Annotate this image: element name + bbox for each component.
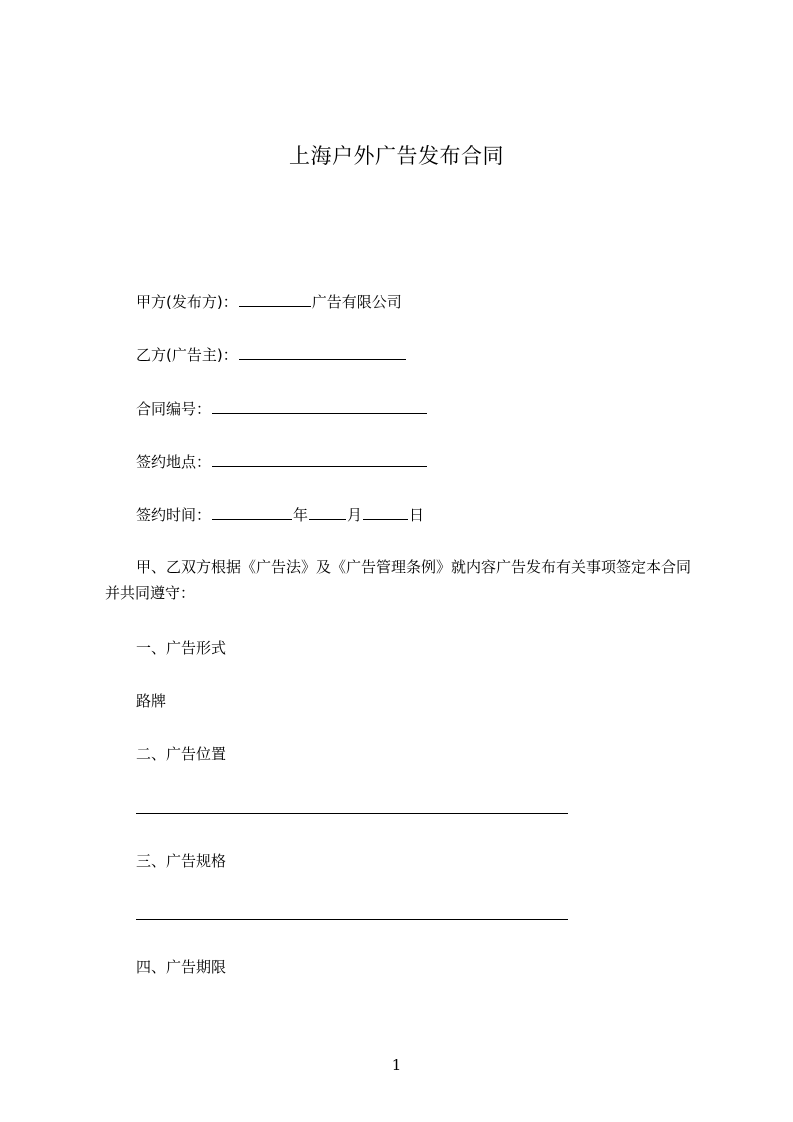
section-heading: 四、广告期限 <box>136 958 227 976</box>
sign-time-label: 签约时间： <box>136 506 212 524</box>
party-b-blank[interactable] <box>239 344 406 360</box>
contract-no-line <box>136 398 428 419</box>
sign-month-blank[interactable] <box>309 504 346 520</box>
party-a-label: 甲方(发布方)： <box>136 293 238 311</box>
sign-place-label: 签约地点： <box>136 453 212 471</box>
contract-no-label: 合同编号： <box>136 400 212 418</box>
party-b-line <box>136 344 407 365</box>
party-b-label: 乙方(广告主)： <box>136 346 238 364</box>
contract-no-blank[interactable] <box>212 398 427 414</box>
sign-time-line <box>136 504 424 525</box>
section-fill-rule <box>136 813 568 814</box>
day-label: 日 <box>409 506 425 524</box>
section-heading: 二、广告位置 <box>136 745 227 763</box>
sign-year-blank[interactable] <box>212 504 292 520</box>
month-label: 月 <box>347 506 363 524</box>
party-a-suffix: 广告有限公司 <box>311 293 402 311</box>
party-a-blank[interactable] <box>239 291 311 307</box>
year-label: 年 <box>293 506 309 524</box>
section-fill-rule <box>136 919 568 920</box>
intro-paragraph: 甲、乙双方根据《广告法》及《广告管理条例》就内容广告发布有关事项签定本合同并共同遵守： <box>105 558 692 602</box>
sign-place-blank[interactable] <box>212 451 427 467</box>
section-content: 路牌 <box>136 692 167 710</box>
section-heading: 三、广告规格 <box>136 852 227 870</box>
sign-day-blank[interactable] <box>363 504 408 520</box>
contract-title: 上海户外广告发布合同 <box>289 144 504 168</box>
sign-place-line <box>136 451 428 472</box>
section-heading: 一、广告形式 <box>136 639 227 657</box>
party-a-line <box>136 291 402 312</box>
page-number: 1 <box>391 1056 402 1074</box>
